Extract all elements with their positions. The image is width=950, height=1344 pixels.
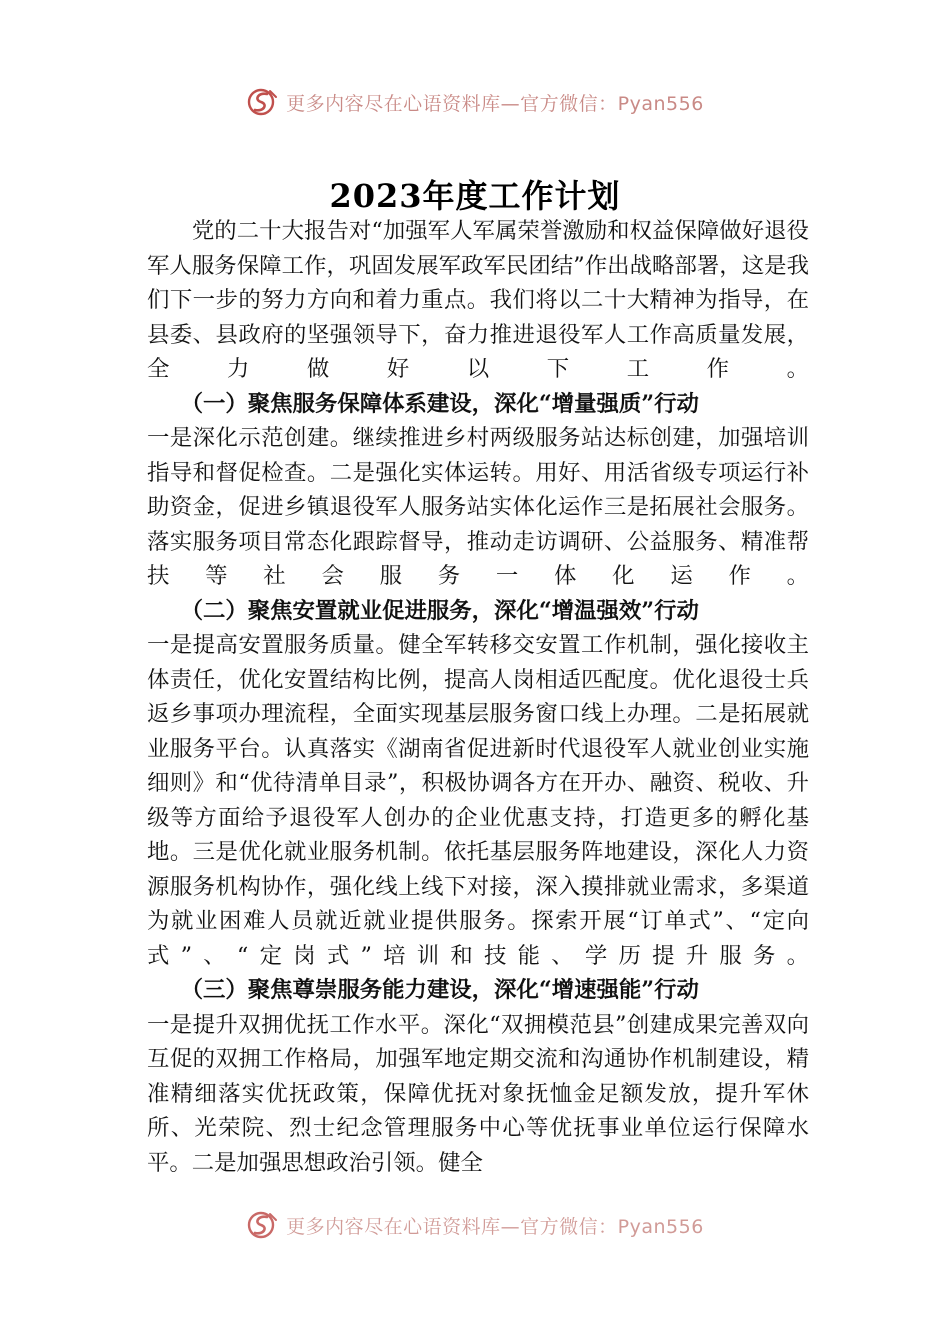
paragraph-section-3: 一是提升双拥优抚工作水平。深化“双拥模范县”创建成果完善双向互促的双拥工作格局，加强军地定期交流和沟通协作机制建设，精准精细落实优抚政策，保障优抚对象抚恤金足额发放，提升军休所、光荣院、烈士纪念管理服务中心等优抚事业单位运行保障水平。二是加强思想政治引领。健全 — [147, 1011, 809, 1176]
paragraph-section-1: 一是深化示范创建。继续推进乡村两级服务站达标创建，加强培训指导和督促检查。二是强化实体运转。用好、用活省级专项运行补助资金，促进乡镇退役军人服务站实体化运作三是拓展社会服务。落实服务项目常态化跟踪督导，推动走访调研、公益服务、精准帮扶等社会服务一体化运作。 — [147, 425, 809, 589]
script-s-logo-icon — [246, 1210, 280, 1240]
section-heading-2: （二）聚焦安置就业促进服务，深化“增温强效”行动 — [147, 597, 699, 624]
section-heading-3: （三）聚焦尊崇服务能力建设，深化“增速强能”行动 — [147, 977, 699, 1003]
watermark-footer — [0, 1209, 950, 1241]
watermark-header — [0, 86, 950, 118]
section-heading-1: （一）聚焦服务保障体系建设，深化“增量强质”行动 — [147, 390, 699, 417]
script-s-logo-icon — [246, 87, 280, 117]
watermark-text: 更多内容尽在心语资料库—官方微信：Pyan556 — [286, 1215, 704, 1238]
paragraph-section-2: 一是提高安置服务质量。健全军转移交安置工作机制，强化接收主体责任，优化安置结构比例，提高人岗相适匹配度。优化退役士兵返乡事项办理流程，全面实现基层服务窗口线上办理。二是拓展就业服务平台。认真落实《湖南省促进新时代退役军人就业创业实施细则》和“优待清单目录”，积极协调各方在开办、融资、税收、升级等方面给予退役军人创办的企业优惠支持，打造更多的孵化基地。三是优化就业服务机制。依托基层服务阵地建设，深化人力资源服务机构协作，强化线上线下对接，深入摸排就业需求，多渠道为就业困难人员就近就业提供服务。探索开展“订单式”、“定向式”、“定岗式”培训和技能、学历提升服务。 — [147, 632, 809, 969]
page-title: 2023年度工作计划 — [329, 177, 621, 216]
document-body — [147, 214, 809, 1180]
paragraph-intro: 党的二十大报告对“加强军人军属荣誉激励和权益保障做好退役军人服务保障工作，巩固发展军政军民团结”作出战略部署，这是我们下一步的努力方向和着力重点。我们将以二十大精神为指导，在县委、县政府的坚强领导下，奋力推进退役军人工作高质量发展，全力做好以下工作。 — [147, 218, 809, 382]
watermark-text: 更多内容尽在心语资料库—官方微信：Pyan556 — [286, 92, 704, 115]
